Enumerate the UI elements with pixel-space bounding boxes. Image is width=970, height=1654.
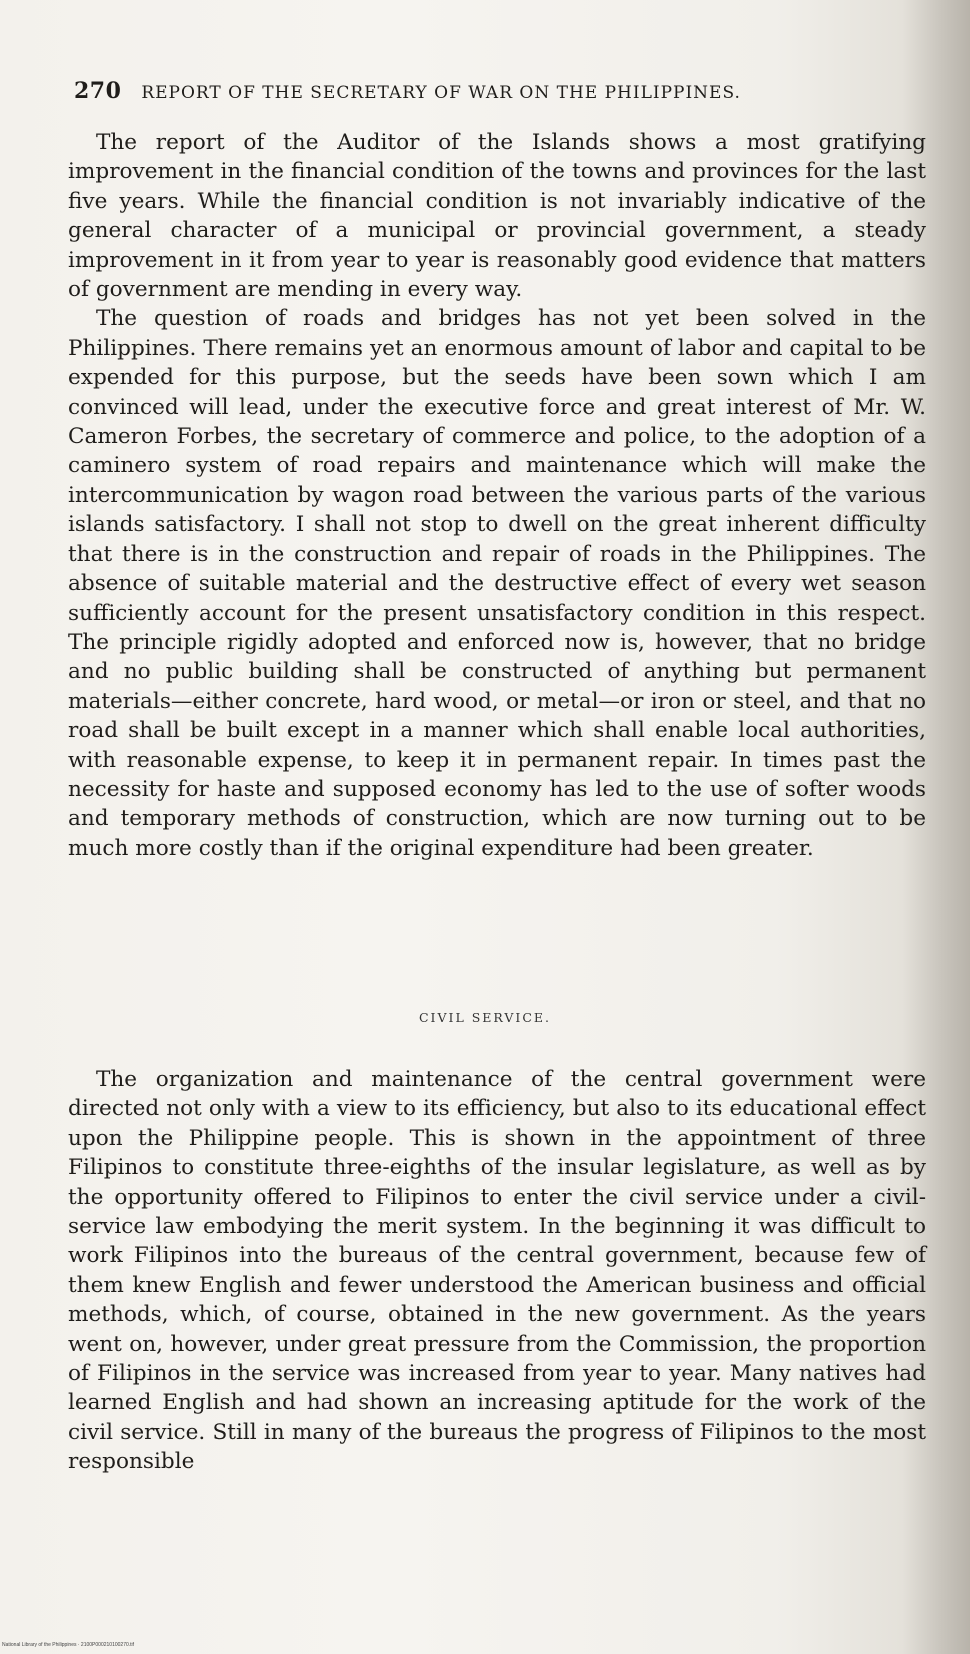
body-text-top [68,128,926,863]
section-heading-civil-service: CIVIL SERVICE. [418,1010,552,1025]
running-title: REPORT OF THE SECRETARY OF WAR ON THE PHILIPPINES. [141,83,741,103]
paragraph-civil-service: The organization and maintenance of the central government were directed not only with a view to its efficiency, but also to its educational effect upon the Philippine people. This is shown in the appointment of three Filipinos to constitute three-eighths of the insular legislature, as well as by the opportunity offered to Filipinos to enter the civil service under a civil-service law embodying the merit system. In the beginning it was difficult to work Filipinos into the bureaus of the central government, because few of them knew English and fewer understood the American business and official methods, which, of course, obtained in the new government. As the years went on, however, under great pressure from the Commission, the proportion of Filipinos in the service was increased from year to year. Many natives had learned English and had shown an increasing aptitude for the work of the civil service. Still in many of the bureaus the progress of Filipinos to the most responsible [68,1067,926,1475]
scan-footer-note: National Library of the Philippines · 2100P000210100270.tif [2,1642,135,1648]
page-number: 270 [74,78,122,104]
running-header [74,78,874,104]
paragraph-roads-bridges: The question of roads and bridges has not yet been solved in the Philippines. There remains yet an enormous amount of labor and capital to be expended for this purpose, but the seeds have been sown which I am convinced will lead, under the executive force and great interest of Mr. W. Cameron Forbes, the secretary of commerce and police, to the adoption of a caminero system of road repairs and maintenance which will make the intercommunication by wagon road between the various parts of the various islands satisfactory. I shall not stop to dwell on the great inherent difficulty that there is in the construction and repair of roads in the Philippines. The absence of suitable material and the destructive effect of every wet season sufficiently account for the present unsatisfactory condition in this respect. The principle rigidly adopted and enforced now is, however, that no bridge and no public building shall be constructed of anything but permanent materials—either concrete, hard wood, or metal—or iron or steel, and that no road shall be built except in a manner which shall enable local authorities, with reasonable expense, to keep it in permanent repair. In times past the necessity for haste and supposed economy has led to the use of softer woods and temporary methods of construction, which are now turning out to be much more costly than if the original expenditure had been greater. [68,306,926,861]
body-text-bottom [68,1065,926,1477]
paragraph-auditor-report: The report of the Auditor of the Islands shows a most gratifying improvement in the financial condition of the towns and provinces for the last five years. While the financial condition is not invariably indicative of the general character of a municipal or provincial government, a steady improvement in it from year to year is reasonably good evidence that matters of government are mending in every way. [68,130,926,303]
